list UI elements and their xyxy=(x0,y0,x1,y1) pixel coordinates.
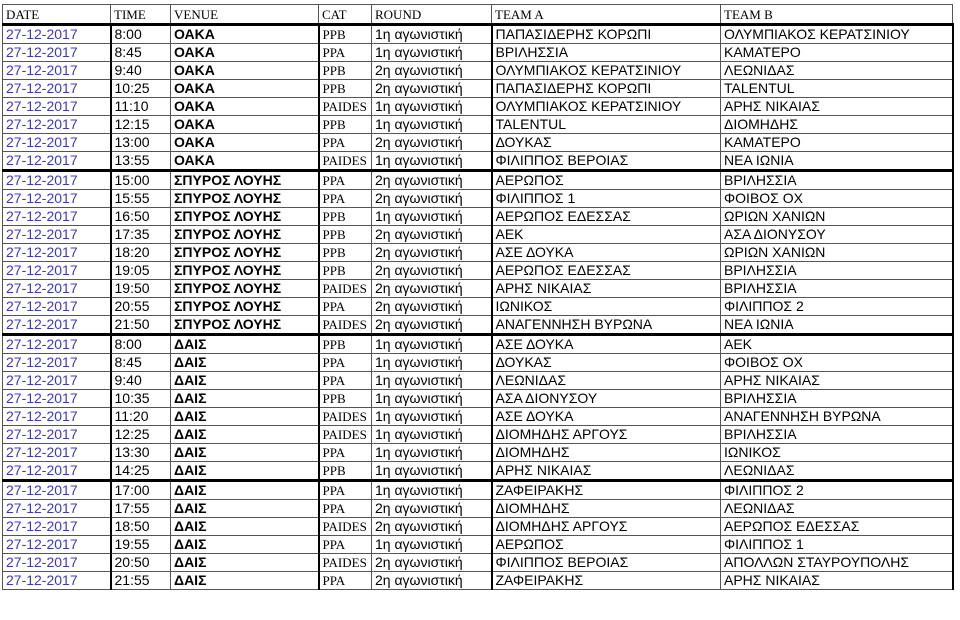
match-time: 11:10 xyxy=(111,98,171,116)
team-b: ΛΕΩΝΙΔΑΣ xyxy=(721,500,953,518)
match-round: 2η αγωνιστική xyxy=(372,80,492,98)
table-row xyxy=(3,390,953,408)
match-date[interactable]: 27-12-2017 xyxy=(3,25,111,44)
match-time: 19:50 xyxy=(111,280,171,298)
match-round: 2η αγωνιστική xyxy=(372,500,492,518)
team-a: ΛΕΩΝΙΔΑΣ xyxy=(492,372,721,390)
team-a: ΑΕΚ xyxy=(492,226,721,244)
match-date[interactable]: 27-12-2017 xyxy=(3,481,111,500)
match-venue: ΔΑΙΣ xyxy=(171,481,319,500)
match-date[interactable]: 27-12-2017 xyxy=(3,390,111,408)
table-row xyxy=(3,62,953,80)
match-category: PPB xyxy=(319,390,372,408)
match-venue: ΟΑΚΑ xyxy=(171,116,319,134)
table-row xyxy=(3,80,953,98)
match-time: 15:55 xyxy=(111,190,171,208)
match-date[interactable]: 27-12-2017 xyxy=(3,408,111,426)
match-round: 1η αγωνιστική xyxy=(372,335,492,354)
team-a: ΑΝΑΓΕΝΝΗΣΗ ΒΥΡΩΝΑ xyxy=(492,316,721,335)
team-b: ΒΡΙΛΗΣΣΙΑ xyxy=(721,280,953,298)
team-b: ΦΙΛΙΠΠΟΣ 2 xyxy=(721,481,953,500)
team-b: ΑΣΑ ΔΙΟΝΥΣΟΥ xyxy=(721,226,953,244)
match-date[interactable]: 27-12-2017 xyxy=(3,316,111,335)
match-round: 1η αγωνιστική xyxy=(372,208,492,226)
team-a: ΦΙΛΙΠΠΟΣ ΒΕΡΟΙΑΣ xyxy=(492,554,721,572)
table-row xyxy=(3,426,953,444)
team-a: ΑΕΡΩΠΟΣ ΕΔΕΣΣΑΣ xyxy=(492,208,721,226)
team-a: ΑΕΡΩΠΟΣ xyxy=(492,171,721,190)
match-category: PPB xyxy=(319,335,372,354)
match-round: 2η αγωνιστική xyxy=(372,298,492,316)
match-time: 9:40 xyxy=(111,62,171,80)
match-category: PAIDES xyxy=(319,426,372,444)
team-b: ΒΡΙΛΗΣΣΙΑ xyxy=(721,171,953,190)
table-row xyxy=(3,572,953,590)
match-round: 2η αγωνιστική xyxy=(372,134,492,152)
match-venue: ΣΠΥΡΟΣ ΛΟΥΗΣ xyxy=(171,280,319,298)
team-b: ΝΕΑ ΙΩΝΙΑ xyxy=(721,316,953,335)
match-time: 8:00 xyxy=(111,335,171,354)
match-venue: ΔΑΙΣ xyxy=(171,518,319,536)
team-b: ΑΡΗΣ ΝΙΚΑΙΑΣ xyxy=(721,372,953,390)
match-date[interactable]: 27-12-2017 xyxy=(3,244,111,262)
match-time: 20:50 xyxy=(111,554,171,572)
match-time: 8:00 xyxy=(111,25,171,44)
match-round: 1η αγωνιστική xyxy=(372,444,492,462)
match-time: 17:35 xyxy=(111,226,171,244)
table-row xyxy=(3,500,953,518)
match-venue: ΣΠΥΡΟΣ ΛΟΥΗΣ xyxy=(171,262,319,280)
table-row xyxy=(3,462,953,481)
match-round: 2η αγωνιστική xyxy=(372,572,492,590)
match-venue: ΔΑΙΣ xyxy=(171,335,319,354)
team-a: ΠΑΠΑΣΙΔΕΡΗΣ ΚΟΡΩΠΙ xyxy=(492,80,721,98)
match-venue: ΟΑΚΑ xyxy=(171,152,319,171)
match-date[interactable]: 27-12-2017 xyxy=(3,462,111,481)
match-category: PAIDES xyxy=(319,316,372,335)
team-b: ΦΟΙΒΟΣ ΟΧ xyxy=(721,190,953,208)
team-b: ΑΝΑΓΕΝΝΗΣΗ ΒΥΡΩΝΑ xyxy=(721,408,953,426)
match-category: PAIDES xyxy=(319,518,372,536)
match-date[interactable]: 27-12-2017 xyxy=(3,518,111,536)
match-category: PPA xyxy=(319,44,372,62)
table-row xyxy=(3,244,953,262)
team-a: ΑΕΡΩΠΟΣ ΕΔΕΣΣΑΣ xyxy=(492,262,721,280)
match-venue: ΣΠΥΡΟΣ ΛΟΥΗΣ xyxy=(171,171,319,190)
match-category: PPB xyxy=(319,80,372,98)
match-round: 2η αγωνιστική xyxy=(372,262,492,280)
team-a: ΑΕΡΩΠΟΣ xyxy=(492,536,721,554)
table-row xyxy=(3,226,953,244)
match-time: 20:55 xyxy=(111,298,171,316)
team-b: ΛΕΩΝΙΔΑΣ xyxy=(721,62,953,80)
match-venue: ΔΑΙΣ xyxy=(171,354,319,372)
team-b: ΩΡΙΩΝ ΧΑΝΙΩΝ xyxy=(721,208,953,226)
match-date[interactable]: 27-12-2017 xyxy=(3,98,111,116)
match-round: 2η αγωνιστική xyxy=(372,244,492,262)
team-b: ΑΡΗΣ ΝΙΚΑΙΑΣ xyxy=(721,98,953,116)
team-a: ΟΛΥΜΠΙΑΚΟΣ ΚΕΡΑΤΣΙΝΙΟΥ xyxy=(492,62,721,80)
match-venue: ΣΠΥΡΟΣ ΛΟΥΗΣ xyxy=(171,316,319,335)
match-venue: ΔΑΙΣ xyxy=(171,390,319,408)
match-venue: ΣΠΥΡΟΣ ΛΟΥΗΣ xyxy=(171,298,319,316)
team-a: ΔΙΟΜΗΔΗΣ ΑΡΓΟΥΣ xyxy=(492,518,721,536)
team-b: ΒΡΙΛΗΣΣΙΑ xyxy=(721,390,953,408)
match-category: PPB xyxy=(319,462,372,481)
match-round: 2η αγωνιστική xyxy=(372,280,492,298)
match-date[interactable]: 27-12-2017 xyxy=(3,171,111,190)
table-row xyxy=(3,316,953,335)
match-venue: ΟΑΚΑ xyxy=(171,62,319,80)
match-category: PPA xyxy=(319,481,372,500)
match-round: 2η αγωνιστική xyxy=(372,554,492,572)
match-category: PPB xyxy=(319,244,372,262)
team-b: ΚΑΜΑΤΕΡΟ xyxy=(721,134,953,152)
team-b: ΦΙΛΙΠΠΟΣ 2 xyxy=(721,298,953,316)
match-round: 1η αγωνιστική xyxy=(372,372,492,390)
match-date[interactable]: 27-12-2017 xyxy=(3,500,111,518)
team-b: ΑΕΚ xyxy=(721,335,953,354)
match-venue: ΣΠΥΡΟΣ ΛΟΥΗΣ xyxy=(171,208,319,226)
team-a: ΑΣΕ ΔΟΥΚΑ xyxy=(492,244,721,262)
team-a: ΔΟΥΚΑΣ xyxy=(492,134,721,152)
match-round: 2η αγωνιστική xyxy=(372,62,492,80)
match-time: 16:50 xyxy=(111,208,171,226)
match-time: 13:55 xyxy=(111,152,171,171)
match-category: PPB xyxy=(319,116,372,134)
table-row xyxy=(3,152,953,171)
match-venue: ΔΑΙΣ xyxy=(171,572,319,590)
match-category: PPB xyxy=(319,25,372,44)
match-time: 14:25 xyxy=(111,462,171,481)
match-date[interactable]: 27-12-2017 xyxy=(3,554,111,572)
team-b: ΑΕΡΩΠΟΣ ΕΔΕΣΣΑΣ xyxy=(721,518,953,536)
team-a: ΔΟΥΚΑΣ xyxy=(492,354,721,372)
table-row xyxy=(3,44,953,62)
match-round: 1η αγωνιστική xyxy=(372,354,492,372)
table-row xyxy=(3,116,953,134)
team-a: ΠΑΠΑΣΙΔΕΡΗΣ ΚΟΡΩΠΙ xyxy=(492,25,721,44)
match-time: 13:00 xyxy=(111,134,171,152)
match-round: 1η αγωνιστική xyxy=(372,390,492,408)
match-venue: ΔΑΙΣ xyxy=(171,408,319,426)
table-row xyxy=(3,408,953,426)
team-b: ΑΠΟΛΛΩΝ ΣΤΑΥΡΟΥΠΟΛΗΣ xyxy=(721,554,953,572)
match-time: 18:50 xyxy=(111,518,171,536)
table-row xyxy=(3,98,953,116)
match-date[interactable]: 27-12-2017 xyxy=(3,335,111,354)
match-round: 1η αγωνιστική xyxy=(372,426,492,444)
match-round: 2η αγωνιστική xyxy=(372,171,492,190)
match-round: 2η αγωνιστική xyxy=(372,518,492,536)
team-b: ΟΛΥΜΠΙΑΚΟΣ ΚΕΡΑΤΣΙΝΙΟΥ xyxy=(721,25,953,44)
match-category: PPA xyxy=(319,444,372,462)
team-b: ΦΟΙΒΟΣ ΟΧ xyxy=(721,354,953,372)
match-round: 1η αγωνιστική xyxy=(372,25,492,44)
table-row xyxy=(3,354,953,372)
match-time: 17:55 xyxy=(111,500,171,518)
team-a: ΑΡΗΣ ΝΙΚΑΙΑΣ xyxy=(492,462,721,481)
table-row xyxy=(3,298,953,316)
match-venue: ΟΑΚΑ xyxy=(171,80,319,98)
match-time: 18:20 xyxy=(111,244,171,262)
table-row xyxy=(3,335,953,354)
match-time: 10:35 xyxy=(111,390,171,408)
team-a: TALENTUL xyxy=(492,116,721,134)
match-category: PAIDES xyxy=(319,280,372,298)
team-a: ΑΣΕ ΔΟΥΚΑ xyxy=(492,408,721,426)
match-category: PPB xyxy=(319,62,372,80)
match-time: 19:05 xyxy=(111,262,171,280)
match-date[interactable]: 27-12-2017 xyxy=(3,444,111,462)
match-category: PPA xyxy=(319,171,372,190)
match-category: PPA xyxy=(319,372,372,390)
header-date: DATE xyxy=(3,5,111,25)
header-team-b: TEAM B xyxy=(721,5,953,25)
header-cat: CAT xyxy=(319,5,372,25)
table-row xyxy=(3,518,953,536)
team-b: ΚΑΜΑΤΕΡΟ xyxy=(721,44,953,62)
match-time: 12:25 xyxy=(111,426,171,444)
table-row xyxy=(3,554,953,572)
match-category: PAIDES xyxy=(319,98,372,116)
team-b: ΝΕΑ ΙΩΝΙΑ xyxy=(721,152,953,171)
match-category: PAIDES xyxy=(319,408,372,426)
match-category: PPB xyxy=(319,208,372,226)
match-date[interactable]: 27-12-2017 xyxy=(3,572,111,590)
match-category: PPA xyxy=(319,354,372,372)
team-a: ΖΑΦΕΙΡΑΚΗΣ xyxy=(492,481,721,500)
match-date[interactable]: 27-12-2017 xyxy=(3,116,111,134)
match-time: 11:20 xyxy=(111,408,171,426)
match-round: 1η αγωνιστική xyxy=(372,481,492,500)
match-date[interactable]: 27-12-2017 xyxy=(3,280,111,298)
match-date[interactable]: 27-12-2017 xyxy=(3,152,111,171)
match-date[interactable]: 27-12-2017 xyxy=(3,44,111,62)
table-row xyxy=(3,134,953,152)
match-date[interactable]: 27-12-2017 xyxy=(3,262,111,280)
match-date[interactable]: 27-12-2017 xyxy=(3,354,111,372)
team-a: ΔΙΟΜΗΔΗΣ xyxy=(492,444,721,462)
team-b: ΑΡΗΣ ΝΙΚΑΙΑΣ xyxy=(721,572,953,590)
team-b: ΒΡΙΛΗΣΣΙΑ xyxy=(721,426,953,444)
table-row xyxy=(3,208,953,226)
match-venue: ΔΑΙΣ xyxy=(171,536,319,554)
match-date[interactable]: 27-12-2017 xyxy=(3,226,111,244)
match-time: 21:50 xyxy=(111,316,171,335)
match-venue: ΔΑΙΣ xyxy=(171,500,319,518)
match-category: PPA xyxy=(319,134,372,152)
match-date[interactable]: 27-12-2017 xyxy=(3,298,111,316)
match-venue: ΟΑΚΑ xyxy=(171,134,319,152)
match-time: 8:45 xyxy=(111,354,171,372)
match-date[interactable]: 27-12-2017 xyxy=(3,80,111,98)
team-a: ΑΣΕ ΔΟΥΚΑ xyxy=(492,335,721,354)
match-venue: ΔΑΙΣ xyxy=(171,372,319,390)
match-venue: ΔΑΙΣ xyxy=(171,444,319,462)
header-venue: VENUE xyxy=(171,5,319,25)
match-date[interactable]: 27-12-2017 xyxy=(3,62,111,80)
team-b: ΔΙΟΜΗΔΗΣ xyxy=(721,116,953,134)
match-category: PPB xyxy=(319,262,372,280)
match-venue: ΣΠΥΡΟΣ ΛΟΥΗΣ xyxy=(171,226,319,244)
table-row xyxy=(3,190,953,208)
match-date[interactable]: 27-12-2017 xyxy=(3,134,111,152)
match-time: 10:25 xyxy=(111,80,171,98)
team-b: ΩΡΙΩΝ ΧΑΝΙΩΝ xyxy=(721,244,953,262)
match-venue: ΣΠΥΡΟΣ ΛΟΥΗΣ xyxy=(171,244,319,262)
match-category: PPB xyxy=(319,226,372,244)
team-a: ΟΛΥΜΠΙΑΚΟΣ ΚΕΡΑΤΣΙΝΙΟΥ xyxy=(492,98,721,116)
match-venue: ΟΑΚΑ xyxy=(171,25,319,44)
table-row xyxy=(3,372,953,390)
match-round: 1η αγωνιστική xyxy=(372,98,492,116)
team-a: ΑΡΗΣ ΝΙΚΑΙΑΣ xyxy=(492,280,721,298)
team-a: ΔΙΟΜΗΔΗΣ xyxy=(492,500,721,518)
match-round: 2η αγωνιστική xyxy=(372,226,492,244)
team-a: ΙΩΝΙΚΟΣ xyxy=(492,298,721,316)
match-time: 8:45 xyxy=(111,44,171,62)
team-b: ΙΩΝΙΚΟΣ xyxy=(721,444,953,462)
match-round: 1η αγωνιστική xyxy=(372,116,492,134)
match-date[interactable]: 27-12-2017 xyxy=(3,208,111,226)
team-b: ΦΙΛΙΠΠΟΣ 1 xyxy=(721,536,953,554)
table-row xyxy=(3,481,953,500)
match-round: 1η αγωνιστική xyxy=(372,44,492,62)
team-a: ΖΑΦΕΙΡΑΚΗΣ xyxy=(492,572,721,590)
match-date[interactable]: 27-12-2017 xyxy=(3,426,111,444)
match-venue: ΟΑΚΑ xyxy=(171,98,319,116)
match-venue: ΔΑΙΣ xyxy=(171,554,319,572)
match-category: PPA xyxy=(319,500,372,518)
match-time: 13:30 xyxy=(111,444,171,462)
table-row xyxy=(3,262,953,280)
match-date[interactable]: 27-12-2017 xyxy=(3,372,111,390)
header-round: ROUND xyxy=(372,5,492,25)
match-category: PPA xyxy=(319,536,372,554)
match-category: PAIDES xyxy=(319,554,372,572)
match-category: PPA xyxy=(319,190,372,208)
match-time: 15:00 xyxy=(111,171,171,190)
match-venue: ΔΑΙΣ xyxy=(171,426,319,444)
team-b: TALENTUL xyxy=(721,80,953,98)
team-a: ΒΡΙΛΗΣΣΙΑ xyxy=(492,44,721,62)
match-round: 1η αγωνιστική xyxy=(372,408,492,426)
team-a: ΑΣΑ ΔΙΟΝΥΣΟΥ xyxy=(492,390,721,408)
match-round: 2η αγωνιστική xyxy=(372,316,492,335)
team-a: ΦΙΛΙΠΠΟΣ ΒΕΡΟΙΑΣ xyxy=(492,152,721,171)
team-b: ΒΡΙΛΗΣΣΙΑ xyxy=(721,262,953,280)
match-date[interactable]: 27-12-2017 xyxy=(3,536,111,554)
header-team-a: TEAM A xyxy=(492,5,721,25)
match-time: 17:00 xyxy=(111,481,171,500)
match-category: PPA xyxy=(319,298,372,316)
team-b: ΛΕΩΝΙΔΑΣ xyxy=(721,462,953,481)
match-venue: ΔΑΙΣ xyxy=(171,462,319,481)
team-a: ΦΙΛΙΠΠΟΣ 1 xyxy=(492,190,721,208)
match-venue: ΟΑΚΑ xyxy=(171,44,319,62)
table-row xyxy=(3,536,953,554)
match-time: 12:15 xyxy=(111,116,171,134)
schedule-table xyxy=(2,4,954,590)
match-round: 1η αγωνιστική xyxy=(372,462,492,481)
table-row xyxy=(3,280,953,298)
team-a: ΔΙΟΜΗΔΗΣ ΑΡΓΟΥΣ xyxy=(492,426,721,444)
match-date[interactable]: 27-12-2017 xyxy=(3,190,111,208)
match-time: 19:55 xyxy=(111,536,171,554)
header-time: TIME xyxy=(111,5,171,25)
match-venue: ΣΠΥΡΟΣ ΛΟΥΗΣ xyxy=(171,190,319,208)
match-round: 1η αγωνιστική xyxy=(372,536,492,554)
match-time: 21:55 xyxy=(111,572,171,590)
match-category: PPA xyxy=(319,572,372,590)
table-row xyxy=(3,171,953,190)
table-row xyxy=(3,444,953,462)
match-category: PAIDES xyxy=(319,152,372,171)
table-row xyxy=(3,25,953,44)
header-row xyxy=(3,5,953,25)
match-round: 1η αγωνιστική xyxy=(372,152,492,171)
match-round: 2η αγωνιστική xyxy=(372,190,492,208)
schedule-body xyxy=(3,25,953,590)
match-time: 9:40 xyxy=(111,372,171,390)
